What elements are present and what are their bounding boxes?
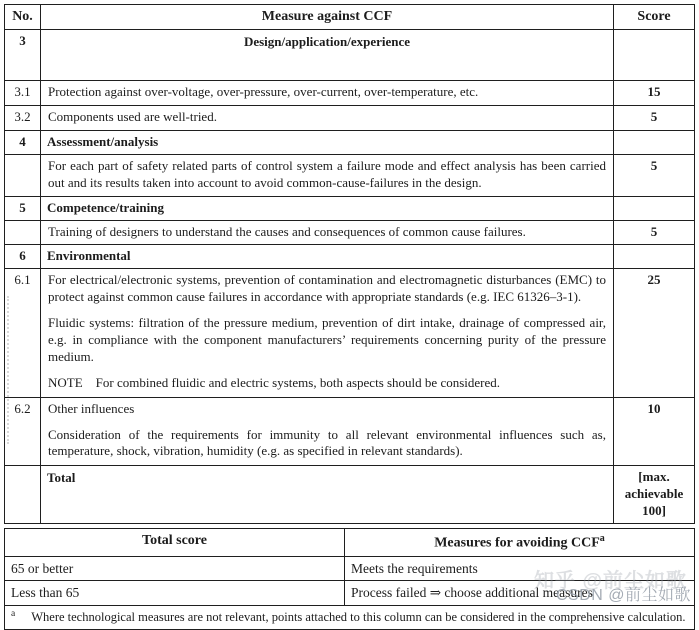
measure-row-6-2: [5, 397, 695, 466]
measure-row-4: [5, 154, 695, 196]
paragraph: Fluidic systems: filtration of the pressure medium, prevention of dirt intake, drainage of compressed air, e.g. in compliance with the component manufacturers’ requirements concerning purity of the pressure medium.: [48, 315, 606, 364]
measure-row-3-2: [5, 106, 695, 131]
table2-header-row: [5, 529, 695, 557]
score-cell: 15: [614, 81, 695, 106]
score-cell: [614, 30, 695, 81]
header-measures-label: Measures for avoiding CCF: [434, 535, 600, 551]
section-title: Design/application/experience: [41, 30, 614, 81]
score-cell: [614, 196, 695, 220]
zhihu-watermark: 知乎 @前尘如歌: [533, 570, 687, 592]
measure-row-5: [5, 220, 695, 245]
paragraph: For electrical/electronic systems, prevention of contamination and electromagnetic disturbances (EMC) to protect against common cause failures in accordance with appropriate standards (e.g. IEC 61326–3-1).: [48, 272, 606, 305]
result-text: Process failed ⇒ choose additional measures: [345, 581, 695, 606]
row-no: 6.1: [5, 269, 41, 397]
score-cell: 10: [614, 397, 695, 466]
score-cell: 5: [614, 154, 695, 196]
measure-text: [41, 269, 614, 397]
measure-row-6-1: [5, 269, 695, 397]
measure-text: [41, 397, 614, 466]
footnote-text: Where technological measures are not relevant, points attached to this column can be considered in the comprehensive calculation.: [31, 610, 686, 625]
footnote-marker: a: [599, 533, 605, 544]
table1-header-row: [5, 5, 695, 30]
section-row-3: [5, 30, 695, 81]
measure-text: Protection against over-voltage, over-pressure, over-current, over-temperature, etc.: [41, 81, 614, 106]
score-result-row: [5, 556, 695, 581]
total-score-evaluation-table: [4, 528, 695, 630]
footnote-marker: a: [11, 608, 16, 619]
header-total-score: Total score: [5, 529, 345, 557]
section-title: Environmental: [41, 245, 614, 269]
measure-text: Components used are well-tried.: [41, 106, 614, 131]
row-no: 5: [5, 196, 41, 220]
row-title: Other influences: [48, 400, 135, 416]
header-no: No.: [5, 5, 41, 30]
score-range: 65 or better: [5, 556, 345, 581]
footnote: [5, 605, 695, 629]
footnote-row: [5, 605, 695, 629]
score-result-row: [5, 581, 695, 606]
paragraph: Consideration of the requirements for immunity to all relevant environmental influences such as, temperature, shock, vibration, humidity (e.g. as specified in relevant standards).: [48, 426, 606, 459]
total-row: [5, 466, 695, 524]
score-cell: [614, 130, 695, 154]
section-row-6: [5, 245, 695, 269]
csdn-watermark: CSDN @前尘如歌: [555, 587, 691, 604]
section-title: Assessment/analysis: [41, 130, 614, 154]
header-measures-avoiding-ccf: [345, 529, 695, 557]
header-measure: Measure against CCF: [41, 5, 614, 30]
section-title: Competence/training: [41, 196, 614, 220]
score-cell: 5: [614, 220, 695, 245]
score-cell: 25: [614, 269, 695, 397]
row-no: [5, 154, 41, 196]
max-achievable-score: [max. achievable 100]: [614, 466, 695, 524]
measure-row-3-1: [5, 81, 695, 106]
score-cell: 5: [614, 106, 695, 131]
section-row-5: [5, 196, 695, 220]
row-no: 6: [5, 245, 41, 269]
header-score: Score: [614, 5, 695, 30]
score-range: Less than 65: [5, 581, 345, 606]
total-label: Total: [41, 466, 614, 524]
section-row-4: [5, 130, 695, 154]
note-paragraph: NOTE For combined fluidic and electric systems, both aspects should be considered.: [48, 374, 501, 390]
row-no: 3.2: [5, 106, 41, 131]
scan-artifact-dotted-line: [7, 296, 9, 444]
document-page: [4, 4, 695, 630]
row-no: 6.2: [5, 397, 41, 466]
score-cell: [614, 245, 695, 269]
row-no: [5, 466, 41, 524]
row-no: 4: [5, 130, 41, 154]
row-no: 3.1: [5, 81, 41, 106]
measure-text: For each part of safety related parts of control system a failure mode and effect analysis has been carried out and its results taken into account to avoid common-cause-failures in the design.: [41, 154, 614, 196]
result-text: Meets the requirements: [345, 556, 695, 581]
measure-text: Training of designers to understand the causes and consequences of common cause failures.: [41, 220, 614, 245]
row-no: 3: [5, 30, 41, 81]
ccf-measures-table: [4, 4, 695, 524]
row-no: [5, 220, 41, 245]
